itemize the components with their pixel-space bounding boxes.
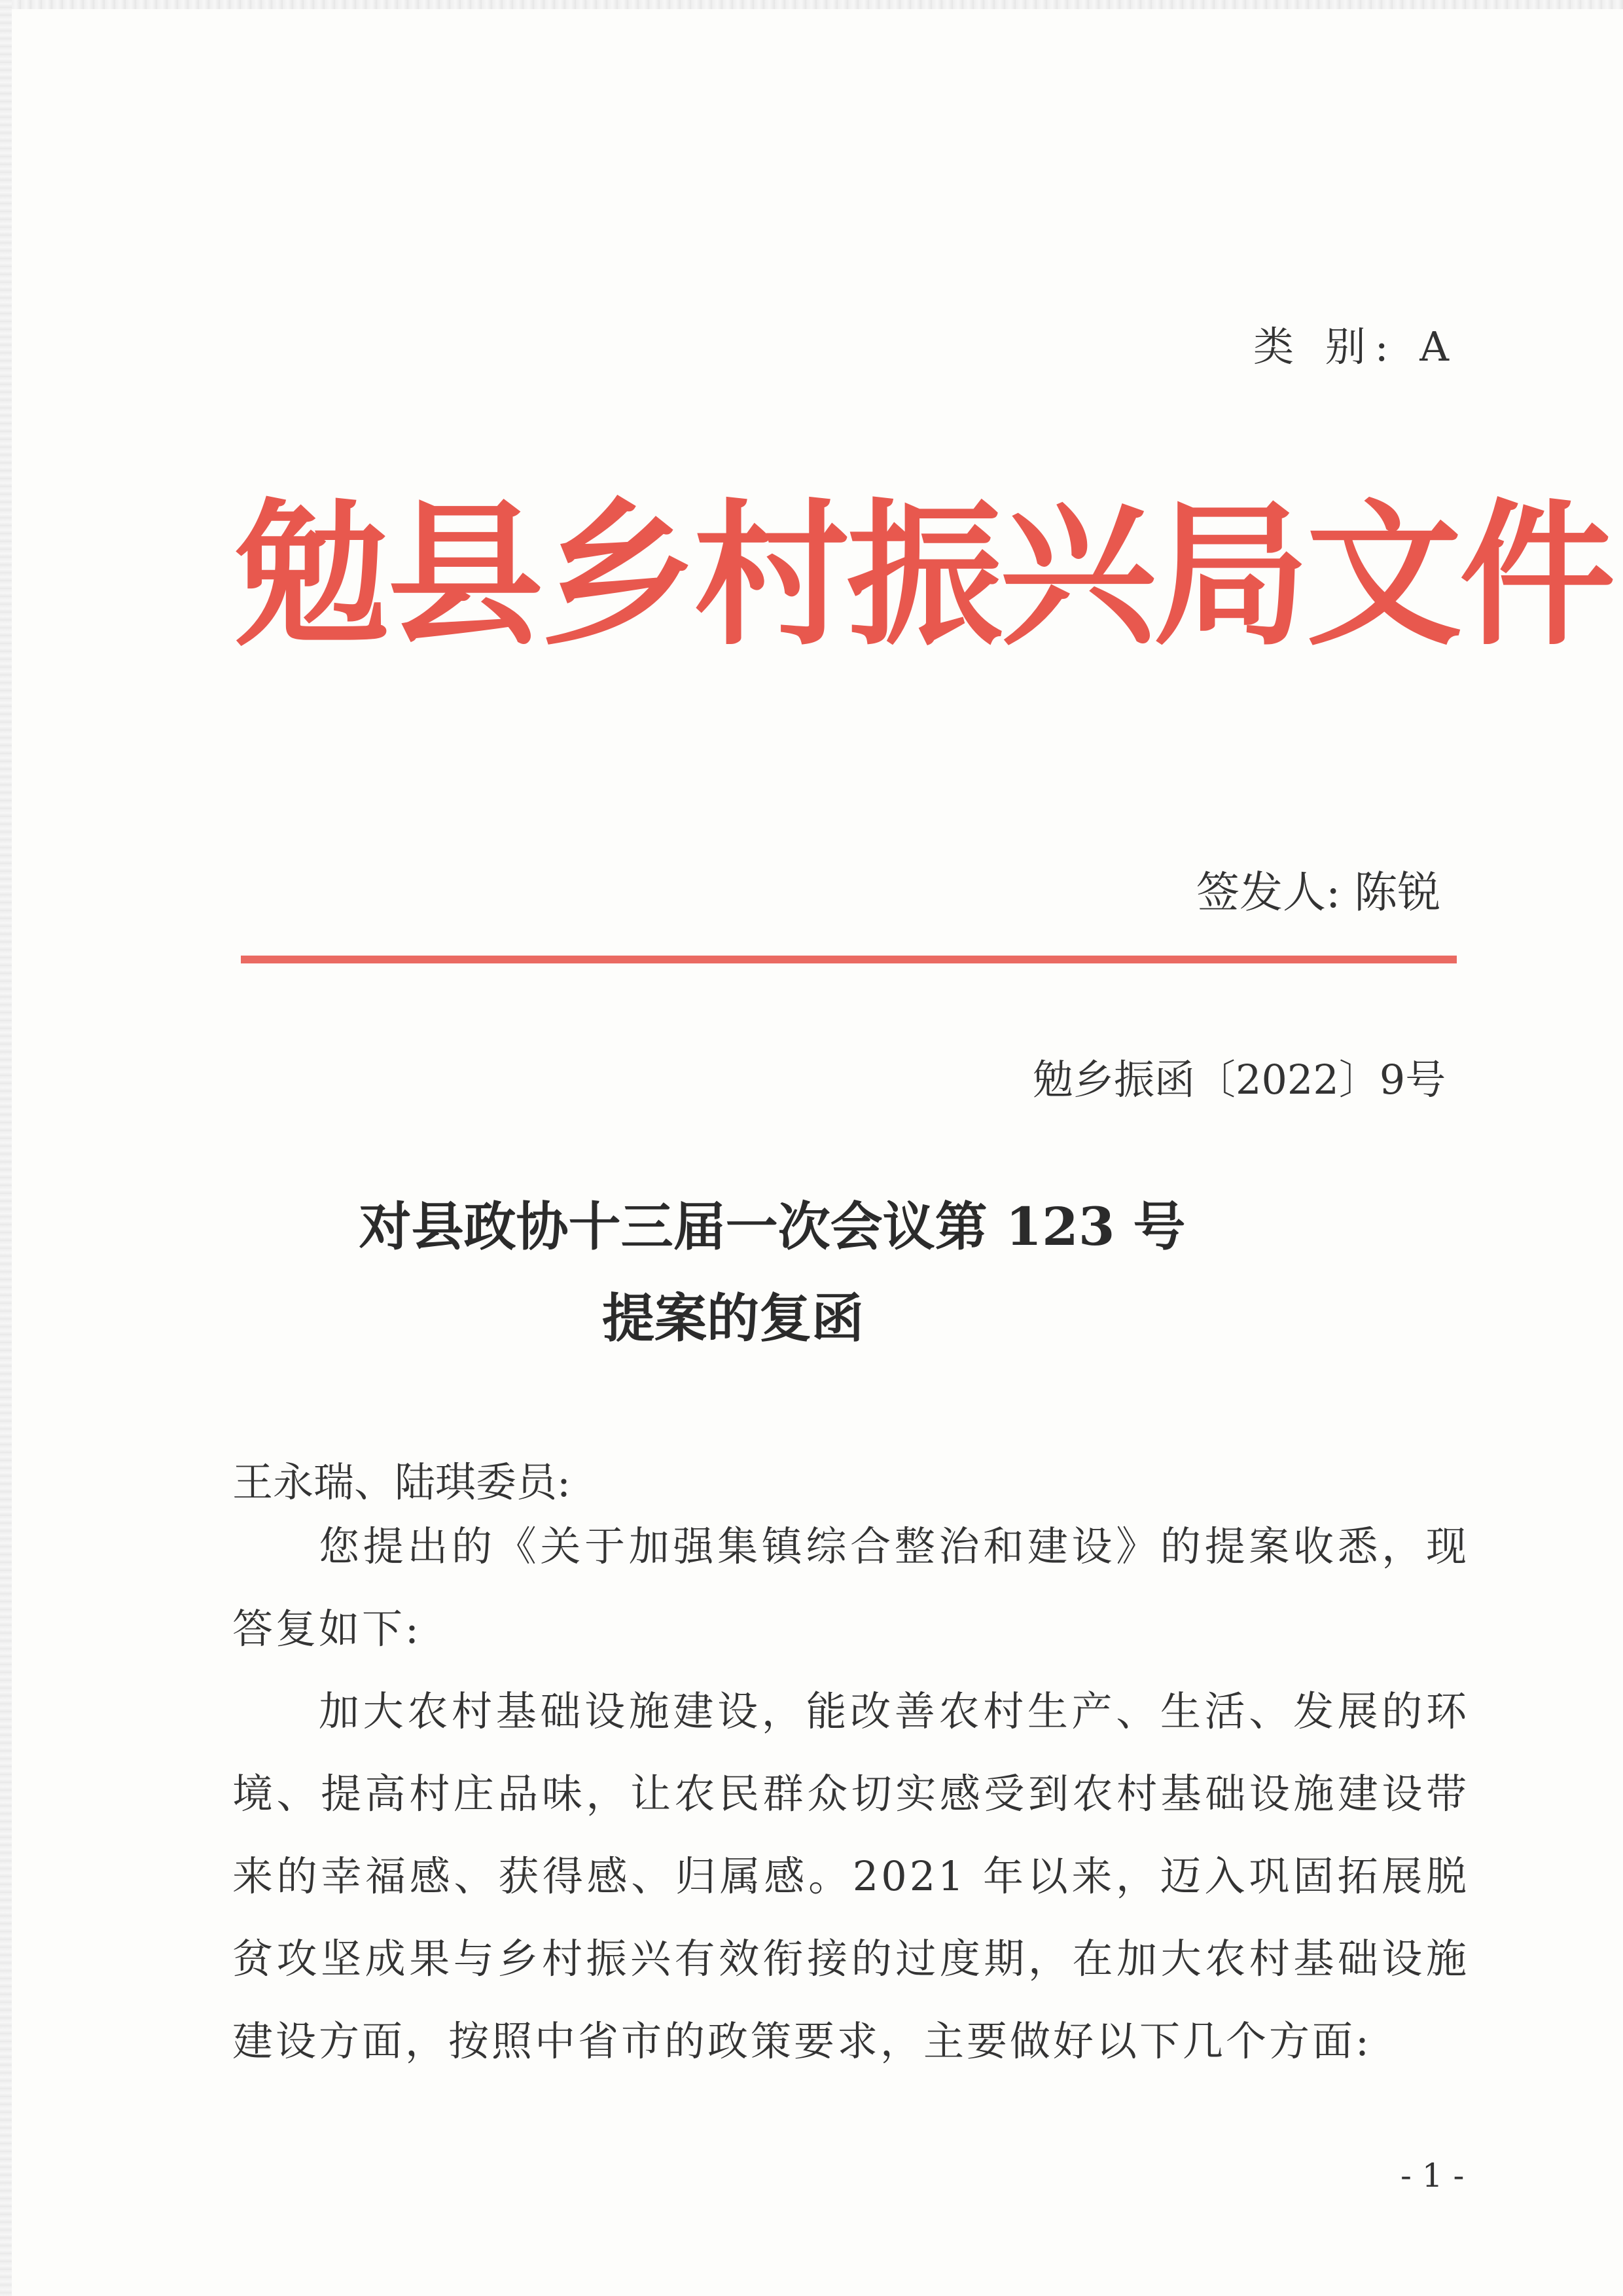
- document-number: 勉乡振函〔2022〕9号: [1033, 1056, 1446, 1103]
- scan-edge-left: [0, 0, 12, 2296]
- body-paragraph-2: 加大农村基础设施建设，能改善农村生产、生活、发展的环境、提高村庄品味，让农民群众切实感受到农村基础设施建设带来的幸福感、获得感、归属感。2021 年以来，迈入巩固拓展脱贫攻坚成果与乡村振兴有效衔接的过度期，在加大农村基础设施建设方面，按照中省市的政策要求，主要做好以下几个方面:: [232, 1687, 1469, 2065]
- scan-edge-top: [0, 0, 1623, 9]
- document-category: 类 别: A: [1253, 323, 1459, 370]
- red-divider-line: [241, 956, 1457, 963]
- document-title-line-1: 对县政协十三届一次会议第 123 号: [359, 1196, 1186, 1257]
- salutation: 王永瑞、陆琪委员:: [232, 1458, 571, 1506]
- document-title-line-2: 提案的复函: [602, 1287, 864, 1349]
- issuer-signature-line: 签发人: 陈锐: [1196, 867, 1441, 918]
- body-paragraph-1: 您提出的《关于加强集镇综合整治和建设》的提案收悉，现答复如下:: [232, 1522, 1469, 1653]
- page-number: - 1 -: [1400, 2157, 1465, 2195]
- document-header-title: 勉县乡村振兴局文件: [234, 484, 1613, 667]
